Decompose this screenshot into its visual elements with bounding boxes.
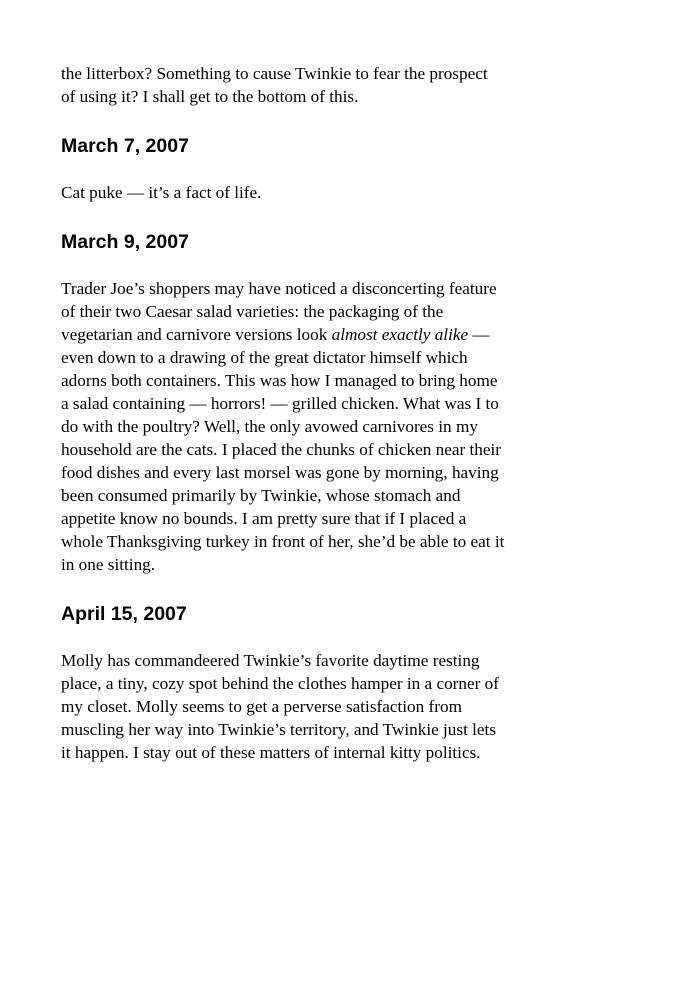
entry-date-heading: April 15, 2007 — [61, 603, 187, 625]
entry-paragraph: Molly has commandeered Twinkie’s favorite daytime resting place, a tiny, cozy spot behind the clothes hamper in a corner of my closet. Molly seems to get a perverse satisfaction from muscling her way into Twinkie’s territory, and Twinkie just lets it happen. I stay out of these matters of internal kitty politics. — [61, 651, 499, 762]
paragraph-text: Trader Joe’s shoppers may have noticed a disconcerting feature of their two Caesar salad varieties: the packaging of the vegetarian and carnivore versions look — [61, 279, 497, 344]
document-page — [61, 62, 591, 764]
entry-date-heading: March 9, 2007 — [61, 231, 189, 253]
entry-continuation-paragraph: the litterbox? Something to cause Twinkie to fear the prospect of using it? I shall get to the bottom of this. — [61, 64, 488, 106]
entry-date-heading: March 7, 2007 — [61, 135, 189, 157]
emphasis-text: almost exactly alike — [331, 325, 469, 344]
entry-paragraph — [61, 277, 591, 576]
entry-paragraph: Cat puke — it’s a fact of life. — [61, 183, 262, 202]
paragraph-text: — even down to a drawing of the great dictator himself which adorns both containers. This was how I managed to bring home a salad containing — horrors! — grilled chicken. What was I to do with the poultry? Well, the only avowed carnivores in my household are the cats. I placed the chunks of chicken near their food dishes and every last morsel was gone by morning, having been consumed primarily by Twinkie, whose stomach and appetite know no bounds. I am pretty sure that if I placed a whole Thanksgiving turkey in front of her, she’d be able to eat it in one sitting. — [61, 325, 505, 574]
